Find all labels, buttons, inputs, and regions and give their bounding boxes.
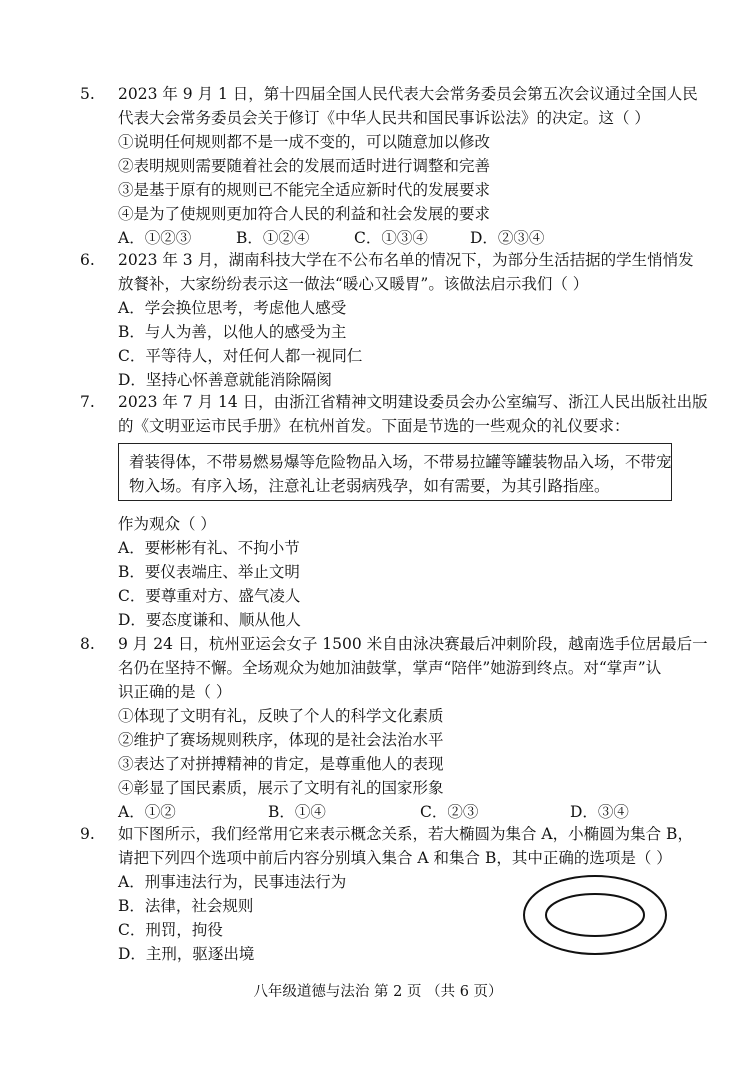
nested-ellipse-diagram xyxy=(520,872,670,958)
option-d[interactable]: D．要态度谦和、顺从他人 xyxy=(118,611,301,629)
option-d[interactable]: D．坚持心怀善意就能消除隔阂 xyxy=(118,371,332,389)
question-stem-line: 2023 年 9 月 1 日，第十四届全国人民代表大会常务委员会第五次会议通过全国人民 xyxy=(118,85,698,103)
option-c[interactable]: C．要尊重对方、盛气凌人 xyxy=(118,587,301,605)
question-7 xyxy=(80,390,708,438)
question-6 xyxy=(80,248,694,392)
question-stem-line: 放餐补，大家纷纷表示这一做法“暖心又暖胃”。该做法启示我们（ ） xyxy=(118,275,589,293)
option-d[interactable]: D．③④ xyxy=(570,803,629,821)
option-a[interactable]: A．①② xyxy=(118,803,176,821)
question-stem-line: 2023 年 3 月，湖南科技大学在不公布名单的情况下，为部分生活拮据的学生悄悄发 xyxy=(118,251,694,269)
inner-ellipse-set-b xyxy=(546,894,644,936)
options-row xyxy=(84,226,684,250)
question-prompt: 作为观众（ ） xyxy=(118,515,216,533)
option-b[interactable]: B．与人为善，以他人的感受为主 xyxy=(118,323,347,341)
option-a[interactable]: A．学会换位思考，考虑他人感受 xyxy=(118,299,347,317)
statement: ③表达了对拼搏精神的肯定，是尊重他人的表现 xyxy=(118,755,444,773)
question-stem-line: 9 月 24 日，杭州亚运会女子 1500 米自由泳决赛最后冲刺阶段，越南选手位居最后一 xyxy=(118,635,708,653)
option-c[interactable]: C．刑罚，拘役 xyxy=(118,921,223,939)
question-stem-line: 2023 年 7 月 14 日，由浙江省精神文明建设委员会办公室编写、浙江人民出版社出版 xyxy=(118,393,708,411)
option-d[interactable]: D．②③④ xyxy=(470,229,545,247)
question-number: 5. xyxy=(80,85,95,103)
statement: ②表明规则需要随着社会的发展而适时进行调整和完善 xyxy=(118,157,491,175)
option-b[interactable]: B．法律，社会规则 xyxy=(118,897,254,915)
question-stem-line: 请把下列四个选项中前后内容分别填入集合 A 和集合 B，其中正确的选项是（ ） xyxy=(118,849,672,867)
options-row xyxy=(84,800,684,824)
question-number: 8. xyxy=(80,635,95,653)
option-b[interactable]: B．①④ xyxy=(268,803,326,821)
question-number: 9. xyxy=(80,825,95,843)
option-d[interactable]: D．主刑，驱逐出境 xyxy=(118,945,255,963)
option-a[interactable]: A．①②③ xyxy=(118,229,192,247)
question-number: 7. xyxy=(80,393,95,411)
option-a[interactable]: A．要彬彬有礼、不拘小节 xyxy=(118,539,300,557)
quote-line: 物入场。有序入场，注意礼让老弱病残孕，如有需要，为其引路指座。 xyxy=(129,477,610,495)
option-b[interactable]: B．①②④ xyxy=(236,229,310,247)
question-number: 6. xyxy=(80,251,95,269)
question-7-options xyxy=(84,512,684,632)
etiquette-quote-box xyxy=(118,443,672,501)
statement: ③是基于原有的规则已不能完全适应新时代的发展要求 xyxy=(118,181,491,199)
quote-line: 着装得体，不带易燃易爆等危险物品入场，不带易拉罐等罐装物品入场，不带宠 xyxy=(129,453,672,471)
question-stem-line: 代表大会常务委员会关于修订《中华人民共和国民事诉讼法》的决定。这（ ） xyxy=(118,109,650,127)
option-b[interactable]: B．要仪表端庄、举止文明 xyxy=(118,563,300,581)
statement: ①体现了文明有礼，反映了个人的科学文化素质 xyxy=(118,707,444,725)
option-a[interactable]: A．刑事违法行为，民事违法行为 xyxy=(118,873,347,891)
statement: ④彰显了国民素质，展示了文明有礼的国家形象 xyxy=(118,779,444,797)
question-stem-line: 名仍在坚持不懈。全场观众为她加油鼓掌，掌声“陪伴”她游到终点。对“掌声”认 xyxy=(118,659,662,677)
question-stem-line: 识正确的是（ ） xyxy=(118,683,232,701)
statement: ①说明任何规则都不是一成不变的，可以随意加以修改 xyxy=(118,133,491,151)
question-stem-line: 的《文明亚运市民手册》在杭州首发。下面是节选的一些观众的礼仪要求： xyxy=(118,417,630,435)
question-8 xyxy=(80,632,708,824)
statement: ②维护了赛场规则秩序，体现的是社会法治水平 xyxy=(118,731,444,749)
page-footer: 八年级道德与法治 第 2 页 （共 6 页） xyxy=(253,984,503,1000)
question-stem-line: 如下图所示，我们经常用它来表示概念关系，若大椭圆为集合 A，小椭圆为集合 B， xyxy=(118,825,693,843)
option-c[interactable]: C．①③④ xyxy=(354,229,428,247)
question-5 xyxy=(80,82,698,250)
option-c[interactable]: C．②③ xyxy=(420,803,479,821)
option-c[interactable]: C．平等待人，对任何人都一视同仁 xyxy=(118,347,363,365)
statement: ④是为了使规则更加符合人民的利益和社会发展的要求 xyxy=(118,205,491,223)
